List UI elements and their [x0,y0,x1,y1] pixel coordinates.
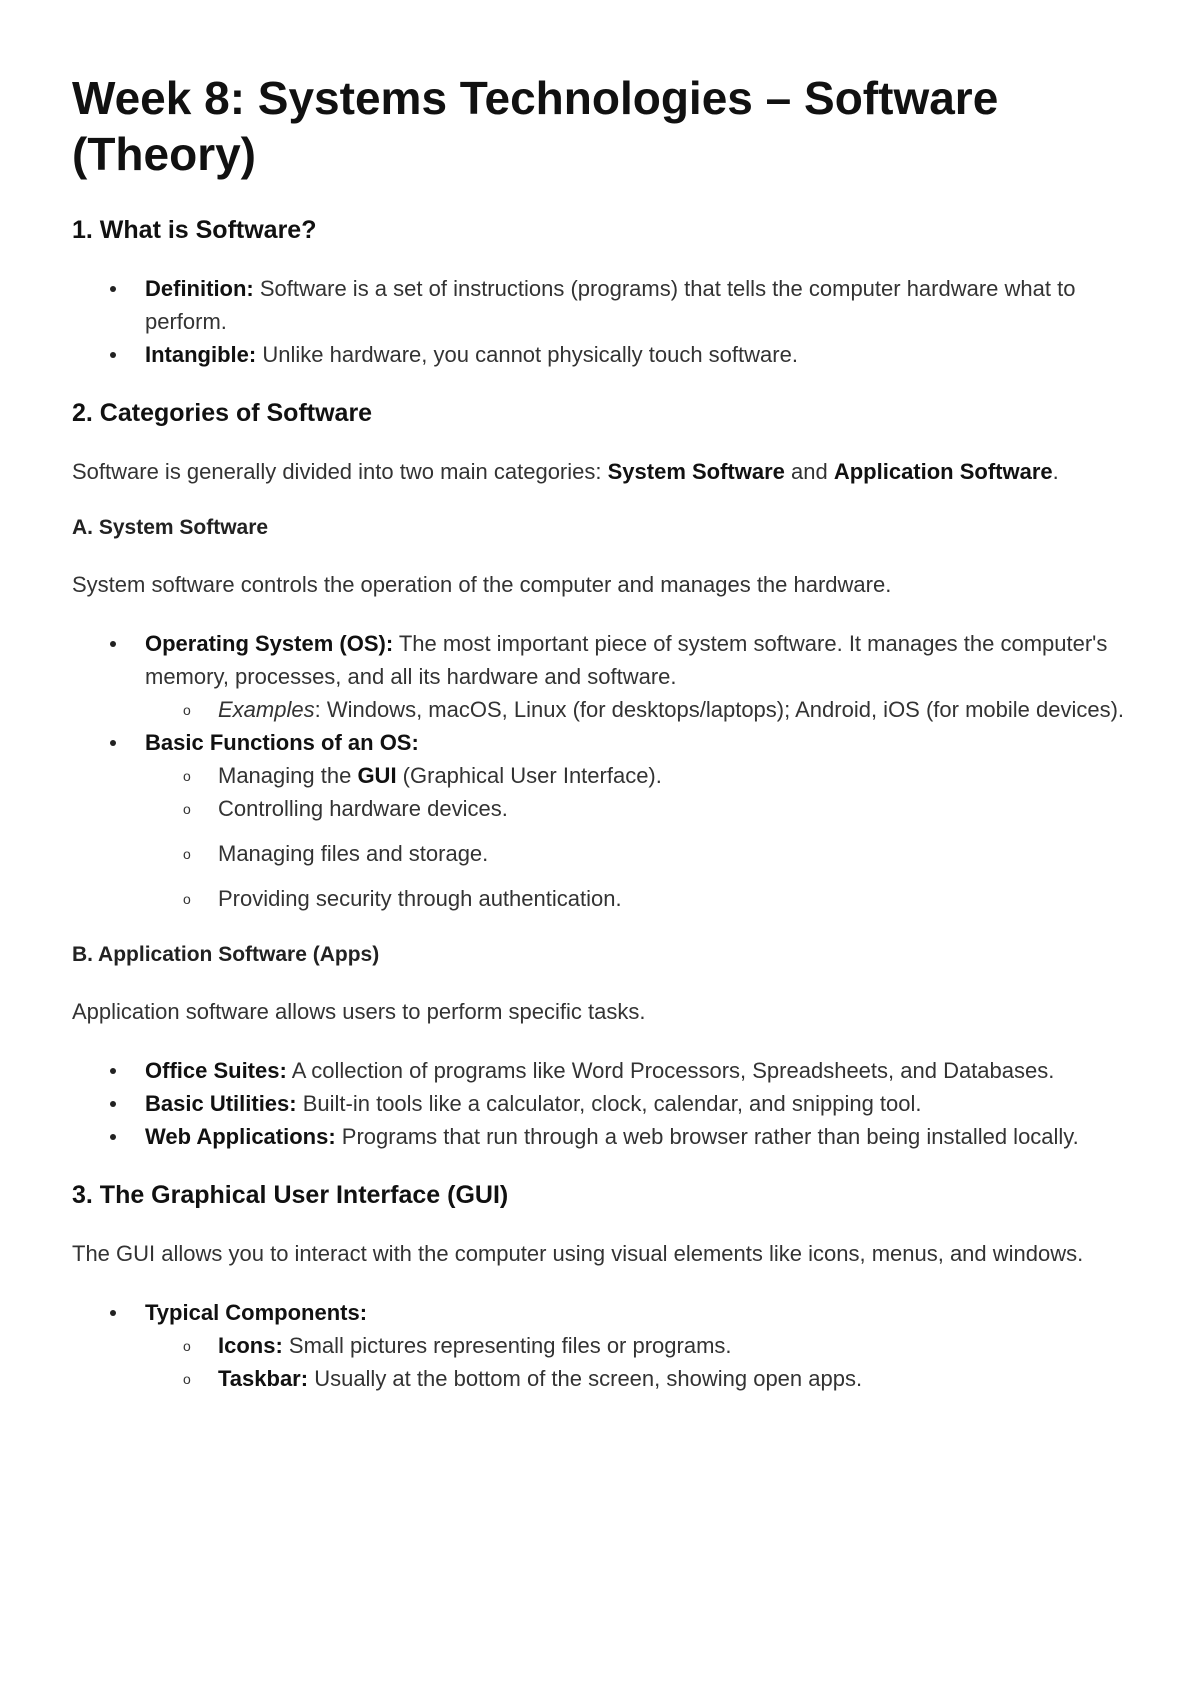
gui-intro: The GUI allows you to interact with the computer using visual elements like icons, menus, and windows. [72,1241,1084,1266]
system-software-intro: System software controls the operation of the computer and manages the hardware. [72,572,892,597]
term: Icons: [218,1333,283,1358]
intro-term-system: System Software [607,459,785,484]
description: Built-in tools like a calculator, clock, calendar, and snipping tool. [296,1091,922,1116]
sublist-item [72,792,1132,825]
list-item [72,1054,1132,1087]
categories-intro [72,455,1132,488]
text: Managing the [218,763,358,788]
list-item [72,272,1132,338]
subheading-system-software: A. System Software [72,516,269,539]
description: Programs that run through a web browser rather than being installed locally. [335,1124,1079,1149]
term: GUI [357,763,397,788]
intro-text: Software is generally divided into two main categories: [72,459,608,484]
intro-text: and [784,459,834,484]
section-heading-categories: 2. Categories of Software [72,399,373,427]
circle-bullet-icon: o [183,702,191,718]
section-heading-gui: 3. The Graphical User Interface (GUI) [72,1181,509,1209]
circle-bullet-icon: o [183,768,191,784]
description: Unlike hardware, you cannot physically touch software. [256,342,798,367]
application-software-intro: Application software allows users to perform specific tasks. [72,999,646,1024]
term: Basic Functions of an OS: [145,730,419,755]
sublist [145,693,1132,726]
circle-bullet-icon: o [183,1371,191,1387]
definition-list [72,272,1132,371]
gui-components-list [72,1296,1132,1395]
system-software-list [72,627,1132,915]
sublist-item [72,837,1132,870]
text: (Graphical User Interface). [396,763,662,788]
text: Providing security through authentication. [218,886,622,911]
term: Intangible: [145,342,257,367]
term: Typical Components: [145,1300,368,1325]
examples-text: : Windows, macOS, Linux (for desktops/laptops); Android, iOS (for mobile devices). [314,697,1125,722]
term: Basic Utilities: [145,1091,297,1116]
examples-term: Examples [218,697,315,722]
sublist-item [72,1329,1132,1362]
list-item [72,726,1132,915]
term: Taskbar: [218,1366,309,1391]
sublist-item [72,693,1132,726]
term: Office Suites: [145,1058,287,1083]
subheading-application-software: B. Application Software (Apps) [72,943,380,966]
text: Controlling hardware devices. [218,796,508,821]
text: Managing files and storage. [218,841,489,866]
description: Software is a set of instructions (programs) that tells the computer hardware what to perform. [145,276,1076,334]
list-item [72,1120,1132,1153]
list-item [72,1296,1132,1395]
list-item [72,627,1132,726]
sublist-item [72,882,1132,915]
term: Operating System (OS): [145,631,394,656]
description: A collection of programs like Word Processors, Spreadsheets, and Databases. [286,1058,1055,1083]
page-title: Week 8: Systems Technologies – Software (Theory) [72,72,999,180]
description: Small pictures representing files or programs. [282,1333,732,1358]
list-item [72,1087,1132,1120]
sublist-item [72,1362,1132,1395]
circle-bullet-icon: o [183,801,191,817]
intro-term-application: Application Software [833,459,1053,484]
sublist [145,759,1132,915]
list-item [72,338,1132,371]
section-heading-what-is-software: 1. What is Software? [72,216,317,244]
circle-bullet-icon: o [183,846,191,862]
application-software-list [72,1054,1132,1153]
description: Usually at the bottom of the screen, showing open apps. [308,1366,863,1391]
document-page [72,70,1132,1421]
sublist [145,1329,1132,1395]
circle-bullet-icon: o [183,1338,191,1354]
intro-text: . [1052,459,1059,484]
term: Web Applications: [145,1124,336,1149]
description: The most important piece of system software. It manages the computer's memory, processes, and all its hardware and software. [145,631,1108,689]
sublist-item [72,759,1132,792]
circle-bullet-icon: o [183,891,191,907]
term: Definition: [145,276,254,301]
